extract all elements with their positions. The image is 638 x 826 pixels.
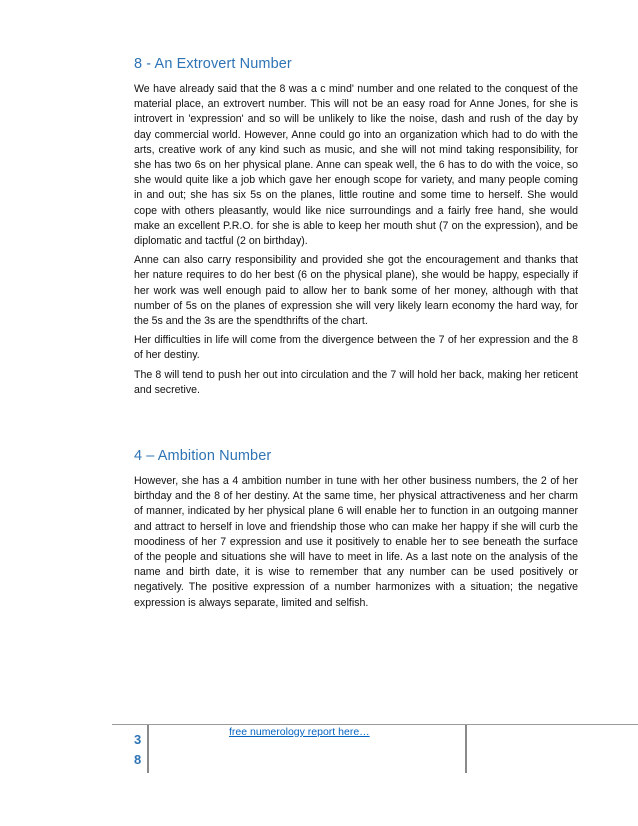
paragraph: The 8 will tend to push her out into circulation and the 7 will hold her back, making her reticent and secretive. [134,368,578,396]
footer-column-divider [147,725,149,773]
paragraph: Anne can also carry responsibility and provided she got the encouragement and thanks that her nature requires to do her best (6 on the physical plane), she would be happy, especially if her work was well enough paid to allow her to bank some of her money, although with that number of 5s on the planes of expression she will very likely learn economy the hard way, for the 5s and the 3s are the spendthrifts of the chart. [134,254,578,328]
section-heading-extrovert: 8 - An Extrovert Number [134,56,292,72]
section-spacer [134,402,578,448]
page-content [134,56,578,615]
paragraph: However, she has a 4 ambition number in tune with her other business numbers, the 2 of her birthday and the 8 of her destiny. At the same time, her physical attractiveness and her charm of manner, indicated by her physical plane 6 will enable her to function in an outgoing manner and attract to herself in love and friendship those who can make her happy if she will curb the moodiness of her 7 expression and use it positively to enable her to see beneath the surface of the people and situations she will have to meet in life. As a last note on the analysis of the name and birth date, it is wise to remember that any number can be used positively or negatively. The positive expression of a number harmonizes with a situation; the negative expression is always separate, limited and selfish. [134,475,578,609]
page-number [134,730,146,770]
free-report-link[interactable]: free numerology report here… [229,726,370,738]
paragraph: Her difficulties in life will come from the divergence between the 7 of her expression and the 8 of her destiny. [134,334,578,362]
footer-divider [112,724,638,725]
page-number-digit: 8 [134,752,142,767]
footer-column-divider [465,725,467,773]
section-heading-ambition: 4 – Ambition Number [134,448,272,465]
paragraph: We have already said that the 8 was a c mind' number and one related to the conquest of the material place, an extrovert number. This will not be an easy road for Anne Jones, for she is introvert in 'expression' and so will be unlikely to like the noise, dash and rush of the day by day commercial world. However, Anne could go into an organization which had to do with the arts, creative work of any kind such as music, and she will not mind taking responsibility, for she has two 6s on her physical plane. Anne can speak well, the 6 has to do with the voice, so she would quite like a job which gave her enough scope for variety, and many people coming in and out; she has six 5s on the planes, little routine and some time to herself. She would cope with others pleasantly, would like nice surroundings and a fairly free hand, she would make an excellent P.R.O. for she is able to keep her mouth shut (7 on the expression), and be diplomatic and tactful (2 on birthday). [134,83,578,248]
page-number-digit: 3 [134,732,142,747]
